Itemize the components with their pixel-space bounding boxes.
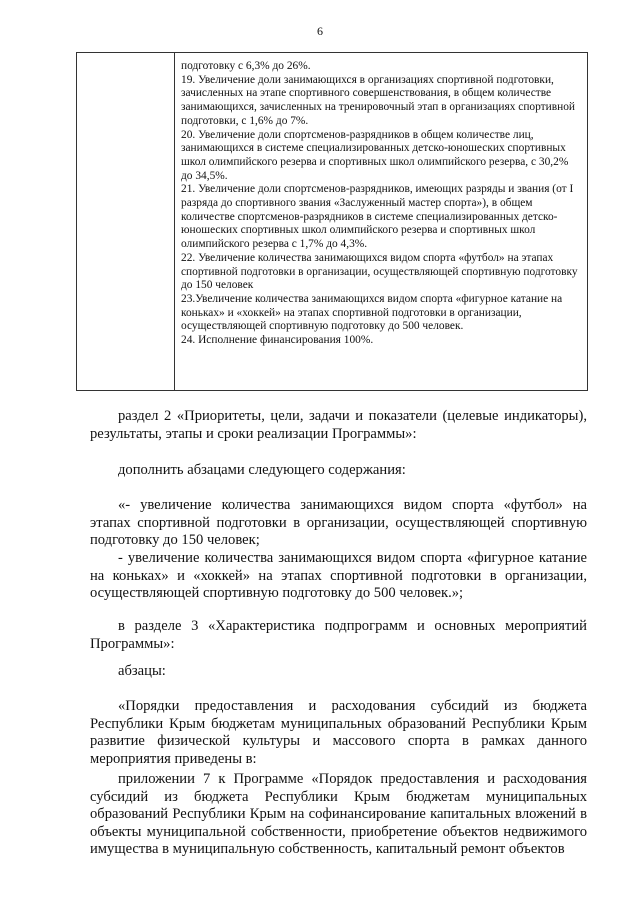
indicators-table <box>76 52 588 391</box>
paragraph-section-3: в разделе 3 «Характеристика подпрограмм и основных мероприятий Программы»: <box>90 618 587 652</box>
paragraph-subsidies: «Порядки предоставления и расходования субсидий из бюджета Республики Крым бюджетам муниципальных образований Республики Крым развитие физической культуры и массового спорта в рамках данного мероприятия приведены в: <box>90 698 587 767</box>
paragraph-football: «- увеличение количества занимающихся видом спорта «футбол» на этапах спортивной подготовки в организации, осуществляющей спортивную подготовку до 150 человек; <box>90 497 587 549</box>
indicator-line: 23.Увеличение количества занимающихся видом спорта «фигурное катание на коньках» и «хоккей» на этапах спортивной подготовки в организации, осуществляющей спортивную подготовку до 500 человек. <box>181 292 563 333</box>
indicator-line: 22. Увеличение количества занимающихся видом спорта «футбол» на этапах спортивной подготовки в организации, осуществляющей спортивную подготовку до 150 человек <box>181 251 578 292</box>
paragraph-abzacy: абзацы: <box>118 663 166 679</box>
paragraph-section-2: раздел 2 «Приоритеты, цели, задачи и показатели (целевые индикаторы), результаты, этапы и сроки реализации Программы»: <box>90 408 587 442</box>
page-number: 6 <box>317 24 323 38</box>
paragraph-appendix-7: приложении 7 к Программе «Порядок предоставления и расходования субсидий из бюджета Республики Крым бюджетам муниципальных образований Республики Крым на софинансирование капитальных вложений в объекты муниципальной собственности, приобретение объектов недвижимого имущества в муниципальную собственность, капитальный ремонт объектов <box>90 771 587 858</box>
indicator-line: 21. Увеличение доли спортсменов-разрядников, имеющих разряды и звания (от I разряда до спортивного звания «Заслуженный мастер спорта»), в общем количестве спортсменов-разрядников в системе специализированных детско-юношеских спортивных школ олимпийского резерва и спортивных школ олимпийского резерва с 1,7% до 4,3%. <box>181 183 574 251</box>
indicator-line: 24. Исполнение финансирования 100%. <box>181 334 374 347</box>
indicator-line: подготовку с 6,3% до 26%. <box>181 60 311 72</box>
indicators-cell <box>181 60 581 348</box>
paragraph-supplement: дополнить абзацами следующего содержания: <box>118 462 406 478</box>
indicator-line: 20. Увеличение доли спортсменов-разрядников в общем количестве лиц, занимающихся в системе специализированных детско-юношеских спортивных школ олимпийского резерва и спортивных школ олимпийского резерва, с 30,2% до 34,5%. <box>181 128 569 182</box>
table-column-divider <box>174 53 175 390</box>
paragraph-hockey: - увеличение количества занимающихся видом спорта «фигурное катание на коньках» и «хоккей» на этапах спортивной подготовки в организации, осуществляющей спортивную подготовку до 500 человек.»; <box>90 550 587 602</box>
indicator-line: 19. Увеличение доли занимающихся в организациях спортивной подготовки, зачисленных на этапе спортивного совершенствования, в общем количестве занимающихся, зачисленных на тренировочный этап в организациях спортивной подготовки, с 1,6% до 7%. <box>181 73 575 127</box>
